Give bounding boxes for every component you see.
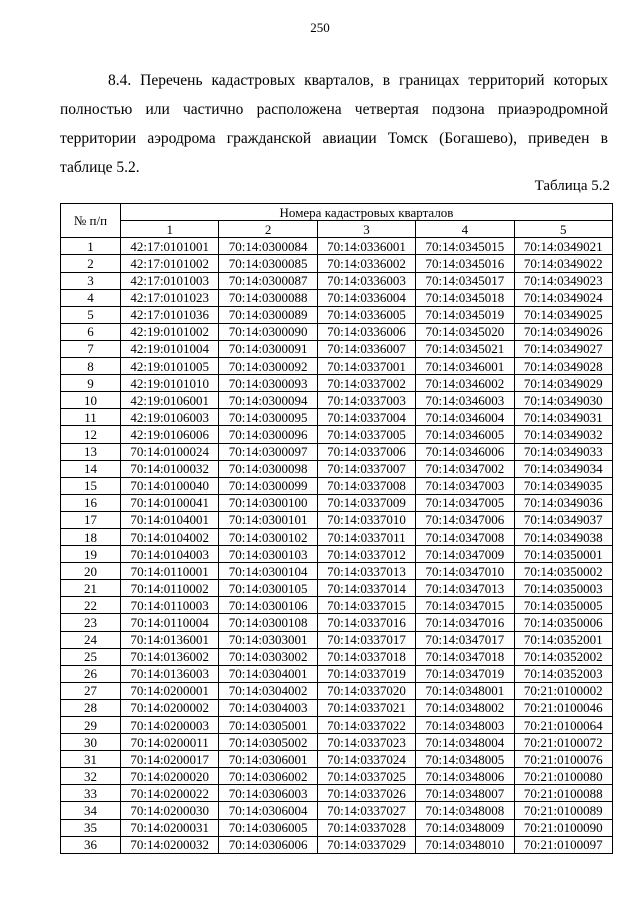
cadastral-number-cell: 70:14:0110001 <box>121 563 219 580</box>
table-row <box>61 460 613 477</box>
cadastral-number-cell: 70:14:0337015 <box>317 597 415 614</box>
cadastral-number-cell: 70:21:0100072 <box>514 734 612 751</box>
row-number-cell: 27 <box>61 682 121 699</box>
table-row <box>61 785 613 802</box>
cadastral-number-cell: 70:14:0345016 <box>416 255 514 272</box>
cadastral-number-cell: 70:14:0200020 <box>121 768 219 785</box>
cadastral-number-cell: 70:14:0136001 <box>121 631 219 648</box>
table-row <box>61 238 613 255</box>
cadastral-number-cell: 70:14:0300087 <box>219 272 317 289</box>
row-number-cell: 12 <box>61 426 121 443</box>
cadastral-number-cell: 70:14:0337012 <box>317 546 415 563</box>
cadastral-number-cell: 70:14:0303002 <box>219 648 317 665</box>
cadastral-number-cell: 70:14:0300088 <box>219 289 317 306</box>
row-number-cell: 32 <box>61 768 121 785</box>
cadastral-number-cell: 70:14:0336004 <box>317 289 415 306</box>
cadastral-number-cell: 70:14:0337005 <box>317 426 415 443</box>
table-row <box>61 734 613 751</box>
table-header <box>61 204 613 238</box>
cadastral-number-cell: 70:14:0304002 <box>219 682 317 699</box>
cadastral-number-cell: 70:14:0345018 <box>416 289 514 306</box>
cadastral-number-cell: 70:14:0110003 <box>121 597 219 614</box>
cadastral-number-cell: 70:14:0306003 <box>219 785 317 802</box>
cadastral-number-cell: 70:14:0337024 <box>317 751 415 768</box>
cadastral-number-cell: 70:14:0300093 <box>219 375 317 392</box>
cadastral-number-cell: 70:14:0300096 <box>219 426 317 443</box>
cadastral-number-cell: 70:14:0349024 <box>514 289 612 306</box>
cadastral-number-cell: 70:21:0100076 <box>514 751 612 768</box>
cadastral-number-cell: 70:14:0349027 <box>514 340 612 357</box>
col-header: 3 <box>317 221 415 238</box>
table-row <box>61 836 613 853</box>
cadastral-number-cell: 42:17:0101002 <box>121 255 219 272</box>
row-number-cell: 13 <box>61 443 121 460</box>
cadastral-number-cell: 70:14:0352001 <box>514 631 612 648</box>
table-row <box>61 699 613 716</box>
row-number-cell: 5 <box>61 306 121 323</box>
cadastral-number-cell: 70:14:0300085 <box>219 255 317 272</box>
table-row <box>61 528 613 545</box>
row-number-cell: 7 <box>61 340 121 357</box>
table-row <box>61 802 613 819</box>
row-number-cell: 23 <box>61 614 121 631</box>
cadastral-number-cell: 70:14:0348001 <box>416 682 514 699</box>
table-row <box>61 768 613 785</box>
cadastral-number-cell: 70:14:0347003 <box>416 477 514 494</box>
table-row <box>61 563 613 580</box>
cadastral-number-cell: 70:14:0200001 <box>121 682 219 699</box>
cadastral-number-cell: 70:14:0304003 <box>219 699 317 716</box>
cadastral-number-cell: 70:14:0349033 <box>514 443 612 460</box>
cadastral-number-cell: 70:14:0300102 <box>219 528 317 545</box>
cadastral-number-cell: 70:14:0352002 <box>514 648 612 665</box>
cadastral-number-cell: 70:14:0300100 <box>219 494 317 511</box>
table-row <box>61 392 613 409</box>
cadastral-number-cell: 70:14:0300095 <box>219 409 317 426</box>
cadastral-number-cell: 70:14:0348004 <box>416 734 514 751</box>
cadastral-number-cell: 70:14:0300084 <box>219 238 317 255</box>
row-number-cell: 24 <box>61 631 121 648</box>
table-row <box>61 717 613 734</box>
cadastral-number-cell: 70:14:0347008 <box>416 528 514 545</box>
cadastral-number-cell: 70:14:0306005 <box>219 819 317 836</box>
cadastral-number-cell: 70:14:0336007 <box>317 340 415 357</box>
cadastral-number-cell: 70:14:0337017 <box>317 631 415 648</box>
cadastral-number-cell: 70:14:0350003 <box>514 580 612 597</box>
table-row <box>61 682 613 699</box>
cadastral-number-cell: 70:14:0200030 <box>121 802 219 819</box>
cadastral-number-cell: 70:14:0337022 <box>317 717 415 734</box>
table-row <box>61 648 613 665</box>
cadastral-number-cell: 70:14:0349034 <box>514 460 612 477</box>
cadastral-number-cell: 70:14:0348010 <box>416 836 514 853</box>
table-row <box>61 751 613 768</box>
row-number-cell: 3 <box>61 272 121 289</box>
row-number-cell: 11 <box>61 409 121 426</box>
cadastral-number-cell: 70:14:0306004 <box>219 802 317 819</box>
cadastral-number-cell: 70:14:0200002 <box>121 699 219 716</box>
cadastral-number-cell: 70:14:0345015 <box>416 238 514 255</box>
cadastral-number-cell: 70:14:0346002 <box>416 375 514 392</box>
cadastral-number-cell: 70:14:0300092 <box>219 358 317 375</box>
cadastral-number-cell: 70:14:0337026 <box>317 785 415 802</box>
row-number-cell: 20 <box>61 563 121 580</box>
cadastral-number-cell: 70:14:0300098 <box>219 460 317 477</box>
cadastral-number-cell: 70:14:0100032 <box>121 460 219 477</box>
cadastral-number-cell: 70:14:0110004 <box>121 614 219 631</box>
table-row <box>61 443 613 460</box>
cadastral-number-cell: 42:17:0101023 <box>121 289 219 306</box>
cadastral-number-cell: 70:14:0306002 <box>219 768 317 785</box>
cadastral-number-cell: 70:14:0349038 <box>514 528 612 545</box>
cadastral-number-cell: 42:17:0101003 <box>121 272 219 289</box>
table-row <box>61 375 613 392</box>
row-number-cell: 1 <box>61 238 121 255</box>
col-num-header: № п/п <box>61 204 121 238</box>
cadastral-number-cell: 70:14:0304001 <box>219 665 317 682</box>
table-row <box>61 580 613 597</box>
cadastral-number-cell: 42:19:0101005 <box>121 358 219 375</box>
cadastral-number-cell: 70:14:0346004 <box>416 409 514 426</box>
cadastral-number-cell: 70:14:0337016 <box>317 614 415 631</box>
cadastral-number-cell: 70:14:0348002 <box>416 699 514 716</box>
table-row <box>61 323 613 340</box>
cadastral-number-cell: 70:14:0347010 <box>416 563 514 580</box>
group-header: Номера кадастровых кварталов <box>121 204 613 221</box>
col-header: 4 <box>416 221 514 238</box>
cadastral-number-cell: 70:14:0348007 <box>416 785 514 802</box>
cadastral-number-cell: 70:14:0350005 <box>514 597 612 614</box>
cadastral-number-cell: 42:19:0106001 <box>121 392 219 409</box>
cadastral-number-cell: 70:14:0200003 <box>121 717 219 734</box>
cadastral-number-cell: 70:14:0104001 <box>121 511 219 528</box>
table-row <box>61 477 613 494</box>
table-row <box>61 614 613 631</box>
cadastral-number-cell: 70:14:0337009 <box>317 494 415 511</box>
cadastral-number-cell: 70:14:0348006 <box>416 768 514 785</box>
cadastral-number-cell: 70:14:0348008 <box>416 802 514 819</box>
header-row-columns <box>61 221 613 238</box>
cadastral-number-cell: 70:14:0306006 <box>219 836 317 853</box>
cadastral-number-cell: 70:14:0348009 <box>416 819 514 836</box>
cadastral-number-cell: 70:14:0300099 <box>219 477 317 494</box>
cadastral-number-cell: 70:14:0346005 <box>416 426 514 443</box>
cadastral-number-cell: 70:14:0305001 <box>219 717 317 734</box>
cadastral-number-cell: 70:14:0100040 <box>121 477 219 494</box>
row-number-cell: 28 <box>61 699 121 716</box>
row-number-cell: 30 <box>61 734 121 751</box>
row-number-cell: 33 <box>61 785 121 802</box>
cadastral-number-cell: 70:14:0300089 <box>219 306 317 323</box>
cadastral-number-cell: 70:14:0350006 <box>514 614 612 631</box>
cadastral-number-cell: 42:17:0101001 <box>121 238 219 255</box>
cadastral-number-cell: 70:14:0336001 <box>317 238 415 255</box>
cadastral-number-cell: 42:19:0101004 <box>121 340 219 357</box>
row-number-cell: 4 <box>61 289 121 306</box>
cadastral-number-cell: 70:14:0337013 <box>317 563 415 580</box>
cadastral-number-cell: 70:14:0337019 <box>317 665 415 682</box>
cadastral-number-cell: 70:14:0104003 <box>121 546 219 563</box>
table-row <box>61 597 613 614</box>
cadastral-number-cell: 70:14:0300101 <box>219 511 317 528</box>
cadastral-number-cell: 70:14:0347009 <box>416 546 514 563</box>
table-row <box>61 494 613 511</box>
cadastral-number-cell: 70:14:0337027 <box>317 802 415 819</box>
cadastral-number-cell: 70:14:0347002 <box>416 460 514 477</box>
table-row <box>61 409 613 426</box>
table-row <box>61 546 613 563</box>
cadastral-number-cell: 70:14:0337014 <box>317 580 415 597</box>
cadastral-number-cell: 70:14:0347016 <box>416 614 514 631</box>
cadastral-number-cell: 70:14:0300104 <box>219 563 317 580</box>
row-number-cell: 35 <box>61 819 121 836</box>
cadastral-number-cell: 70:14:0337011 <box>317 528 415 545</box>
row-number-cell: 8 <box>61 358 121 375</box>
cadastral-number-cell: 70:14:0305002 <box>219 734 317 751</box>
cadastral-number-cell: 70:14:0337007 <box>317 460 415 477</box>
cadastral-number-cell: 70:14:0345017 <box>416 272 514 289</box>
intro-paragraph: 8.4. Перечень кадастровых кварталов, в границах территорий которых полностью или частично расположена четвертая подзона приаэродромной территории аэродрома гражданской авиации Томск (Богашево), приведен в таблице 5.2. <box>60 72 608 176</box>
cadastral-number-cell: 70:14:0347017 <box>416 631 514 648</box>
row-number-cell: 31 <box>61 751 121 768</box>
table-row <box>61 255 613 272</box>
cadastral-number-cell: 70:14:0337025 <box>317 768 415 785</box>
cadastral-number-cell: 70:14:0300106 <box>219 597 317 614</box>
cadastral-number-cell: 70:21:0100088 <box>514 785 612 802</box>
cadastral-number-cell: 70:14:0337002 <box>317 375 415 392</box>
cadastral-number-cell: 70:14:0349023 <box>514 272 612 289</box>
cadastral-number-cell: 70:14:0347018 <box>416 648 514 665</box>
cadastral-number-cell: 70:14:0349037 <box>514 511 612 528</box>
cadastral-number-cell: 70:14:0337004 <box>317 409 415 426</box>
cadastral-number-cell: 70:14:0337028 <box>317 819 415 836</box>
cadastral-number-cell: 70:14:0349021 <box>514 238 612 255</box>
cadastral-number-cell: 70:14:0347005 <box>416 494 514 511</box>
cadastral-number-cell: 70:21:0100089 <box>514 802 612 819</box>
cadastral-number-cell: 70:14:0300091 <box>219 340 317 357</box>
cadastral-number-cell: 70:14:0349031 <box>514 409 612 426</box>
cadastral-number-cell: 70:14:0300097 <box>219 443 317 460</box>
row-number-cell: 25 <box>61 648 121 665</box>
col-header: 2 <box>219 221 317 238</box>
table-row <box>61 665 613 682</box>
row-number-cell: 2 <box>61 255 121 272</box>
cadastral-number-cell: 70:14:0349030 <box>514 392 612 409</box>
cadastral-number-cell: 70:14:0349026 <box>514 323 612 340</box>
cadastral-number-cell: 70:14:0136002 <box>121 648 219 665</box>
cadastral-number-cell: 70:14:0336005 <box>317 306 415 323</box>
cadastral-number-cell: 70:14:0300094 <box>219 392 317 409</box>
table-row <box>61 358 613 375</box>
cadastral-number-cell: 70:14:0347013 <box>416 580 514 597</box>
table-body <box>61 238 613 853</box>
cadastral-number-cell: 70:14:0337021 <box>317 699 415 716</box>
cadastral-number-cell: 70:14:0349035 <box>514 477 612 494</box>
cadastral-number-cell: 70:14:0200031 <box>121 819 219 836</box>
cadastral-number-cell: 70:14:0300090 <box>219 323 317 340</box>
cadastral-number-cell: 70:14:0348005 <box>416 751 514 768</box>
cadastral-number-cell: 70:14:0345020 <box>416 323 514 340</box>
cadastral-number-cell: 70:14:0346003 <box>416 392 514 409</box>
table-row <box>61 289 613 306</box>
cadastral-number-cell: 70:14:0346006 <box>416 443 514 460</box>
cadastral-number-cell: 70:14:0349036 <box>514 494 612 511</box>
cadastral-number-cell: 70:14:0104002 <box>121 528 219 545</box>
row-number-cell: 15 <box>61 477 121 494</box>
cadastral-number-cell: 70:14:0200022 <box>121 785 219 802</box>
row-number-cell: 14 <box>61 460 121 477</box>
cadastral-number-cell: 70:14:0337018 <box>317 648 415 665</box>
cadastral-number-cell: 70:14:0337023 <box>317 734 415 751</box>
cadastral-number-cell: 70:14:0349025 <box>514 306 612 323</box>
cadastral-number-cell: 42:19:0101002 <box>121 323 219 340</box>
row-number-cell: 9 <box>61 375 121 392</box>
row-number-cell: 17 <box>61 511 121 528</box>
cadastral-number-cell: 42:19:0106003 <box>121 409 219 426</box>
header-row-group <box>61 204 613 221</box>
cadastral-number-cell: 70:14:0347015 <box>416 597 514 614</box>
cadastral-number-cell: 70:14:0337006 <box>317 443 415 460</box>
cadastral-number-cell: 70:14:0300105 <box>219 580 317 597</box>
cadastral-number-cell: 70:14:0136003 <box>121 665 219 682</box>
row-number-cell: 22 <box>61 597 121 614</box>
cadastral-number-cell: 70:14:0349029 <box>514 375 612 392</box>
row-number-cell: 26 <box>61 665 121 682</box>
cadastral-number-cell: 70:14:0100041 <box>121 494 219 511</box>
cadastral-number-cell: 70:14:0200011 <box>121 734 219 751</box>
cadastral-number-cell: 70:21:0100097 <box>514 836 612 853</box>
col-header: 5 <box>514 221 612 238</box>
row-number-cell: 29 <box>61 717 121 734</box>
cadastral-number-cell: 70:21:0100080 <box>514 768 612 785</box>
cadastral-number-cell: 70:14:0350001 <box>514 546 612 563</box>
table-row <box>61 631 613 648</box>
row-number-cell: 21 <box>61 580 121 597</box>
cadastral-number-cell: 70:21:0100064 <box>514 717 612 734</box>
cadastral-number-cell: 70:14:0345019 <box>416 306 514 323</box>
cadastral-number-cell: 70:21:0100002 <box>514 682 612 699</box>
cadastral-number-cell: 70:14:0100024 <box>121 443 219 460</box>
cadastral-number-cell: 42:19:0106006 <box>121 426 219 443</box>
table-caption: Таблица 5.2 <box>534 178 610 194</box>
cadastral-number-cell: 42:19:0101010 <box>121 375 219 392</box>
cadastral-number-cell: 70:14:0337029 <box>317 836 415 853</box>
row-number-cell: 36 <box>61 836 121 853</box>
row-number-cell: 19 <box>61 546 121 563</box>
cadastral-number-cell: 70:14:0350002 <box>514 563 612 580</box>
cadastral-number-cell: 70:14:0200017 <box>121 751 219 768</box>
cadastral-number-cell: 70:14:0200032 <box>121 836 219 853</box>
table-row <box>61 819 613 836</box>
cadastral-number-cell: 70:14:0347019 <box>416 665 514 682</box>
page-number: 250 <box>310 20 330 35</box>
cadastral-number-cell: 70:14:0346001 <box>416 358 514 375</box>
table-row <box>61 511 613 528</box>
cadastral-number-cell: 70:14:0349032 <box>514 426 612 443</box>
cadastral-number-cell: 70:14:0110002 <box>121 580 219 597</box>
cadastral-number-cell: 70:14:0352003 <box>514 665 612 682</box>
cadastral-number-cell: 70:14:0336003 <box>317 272 415 289</box>
cadastral-number-cell: 70:14:0349028 <box>514 358 612 375</box>
cadastral-number-cell: 70:14:0348003 <box>416 717 514 734</box>
cadastral-number-cell: 70:14:0306001 <box>219 751 317 768</box>
row-number-cell: 6 <box>61 323 121 340</box>
cadastral-number-cell: 70:14:0336002 <box>317 255 415 272</box>
cadastral-number-cell: 70:14:0337003 <box>317 392 415 409</box>
table-row <box>61 426 613 443</box>
cadastral-number-cell: 70:14:0349022 <box>514 255 612 272</box>
cadastral-number-cell: 70:21:0100046 <box>514 699 612 716</box>
cadastral-quarters-table <box>60 203 613 854</box>
row-number-cell: 16 <box>61 494 121 511</box>
cadastral-number-cell: 70:14:0300103 <box>219 546 317 563</box>
cadastral-number-cell: 70:14:0337008 <box>317 477 415 494</box>
cadastral-number-cell: 70:14:0337001 <box>317 358 415 375</box>
cadastral-number-cell: 70:14:0337010 <box>317 511 415 528</box>
cadastral-number-cell: 70:14:0300108 <box>219 614 317 631</box>
cadastral-number-cell: 70:14:0303001 <box>219 631 317 648</box>
row-number-cell: 34 <box>61 802 121 819</box>
table-row <box>61 272 613 289</box>
col-header: 1 <box>121 221 219 238</box>
cadastral-number-cell: 70:14:0337020 <box>317 682 415 699</box>
table-row <box>61 306 613 323</box>
cadastral-number-cell: 70:14:0347006 <box>416 511 514 528</box>
cadastral-number-cell: 70:14:0345021 <box>416 340 514 357</box>
cadastral-number-cell: 70:21:0100090 <box>514 819 612 836</box>
row-number-cell: 10 <box>61 392 121 409</box>
table-row <box>61 340 613 357</box>
cadastral-number-cell: 42:17:0101036 <box>121 306 219 323</box>
row-number-cell: 18 <box>61 528 121 545</box>
cadastral-number-cell: 70:14:0336006 <box>317 323 415 340</box>
